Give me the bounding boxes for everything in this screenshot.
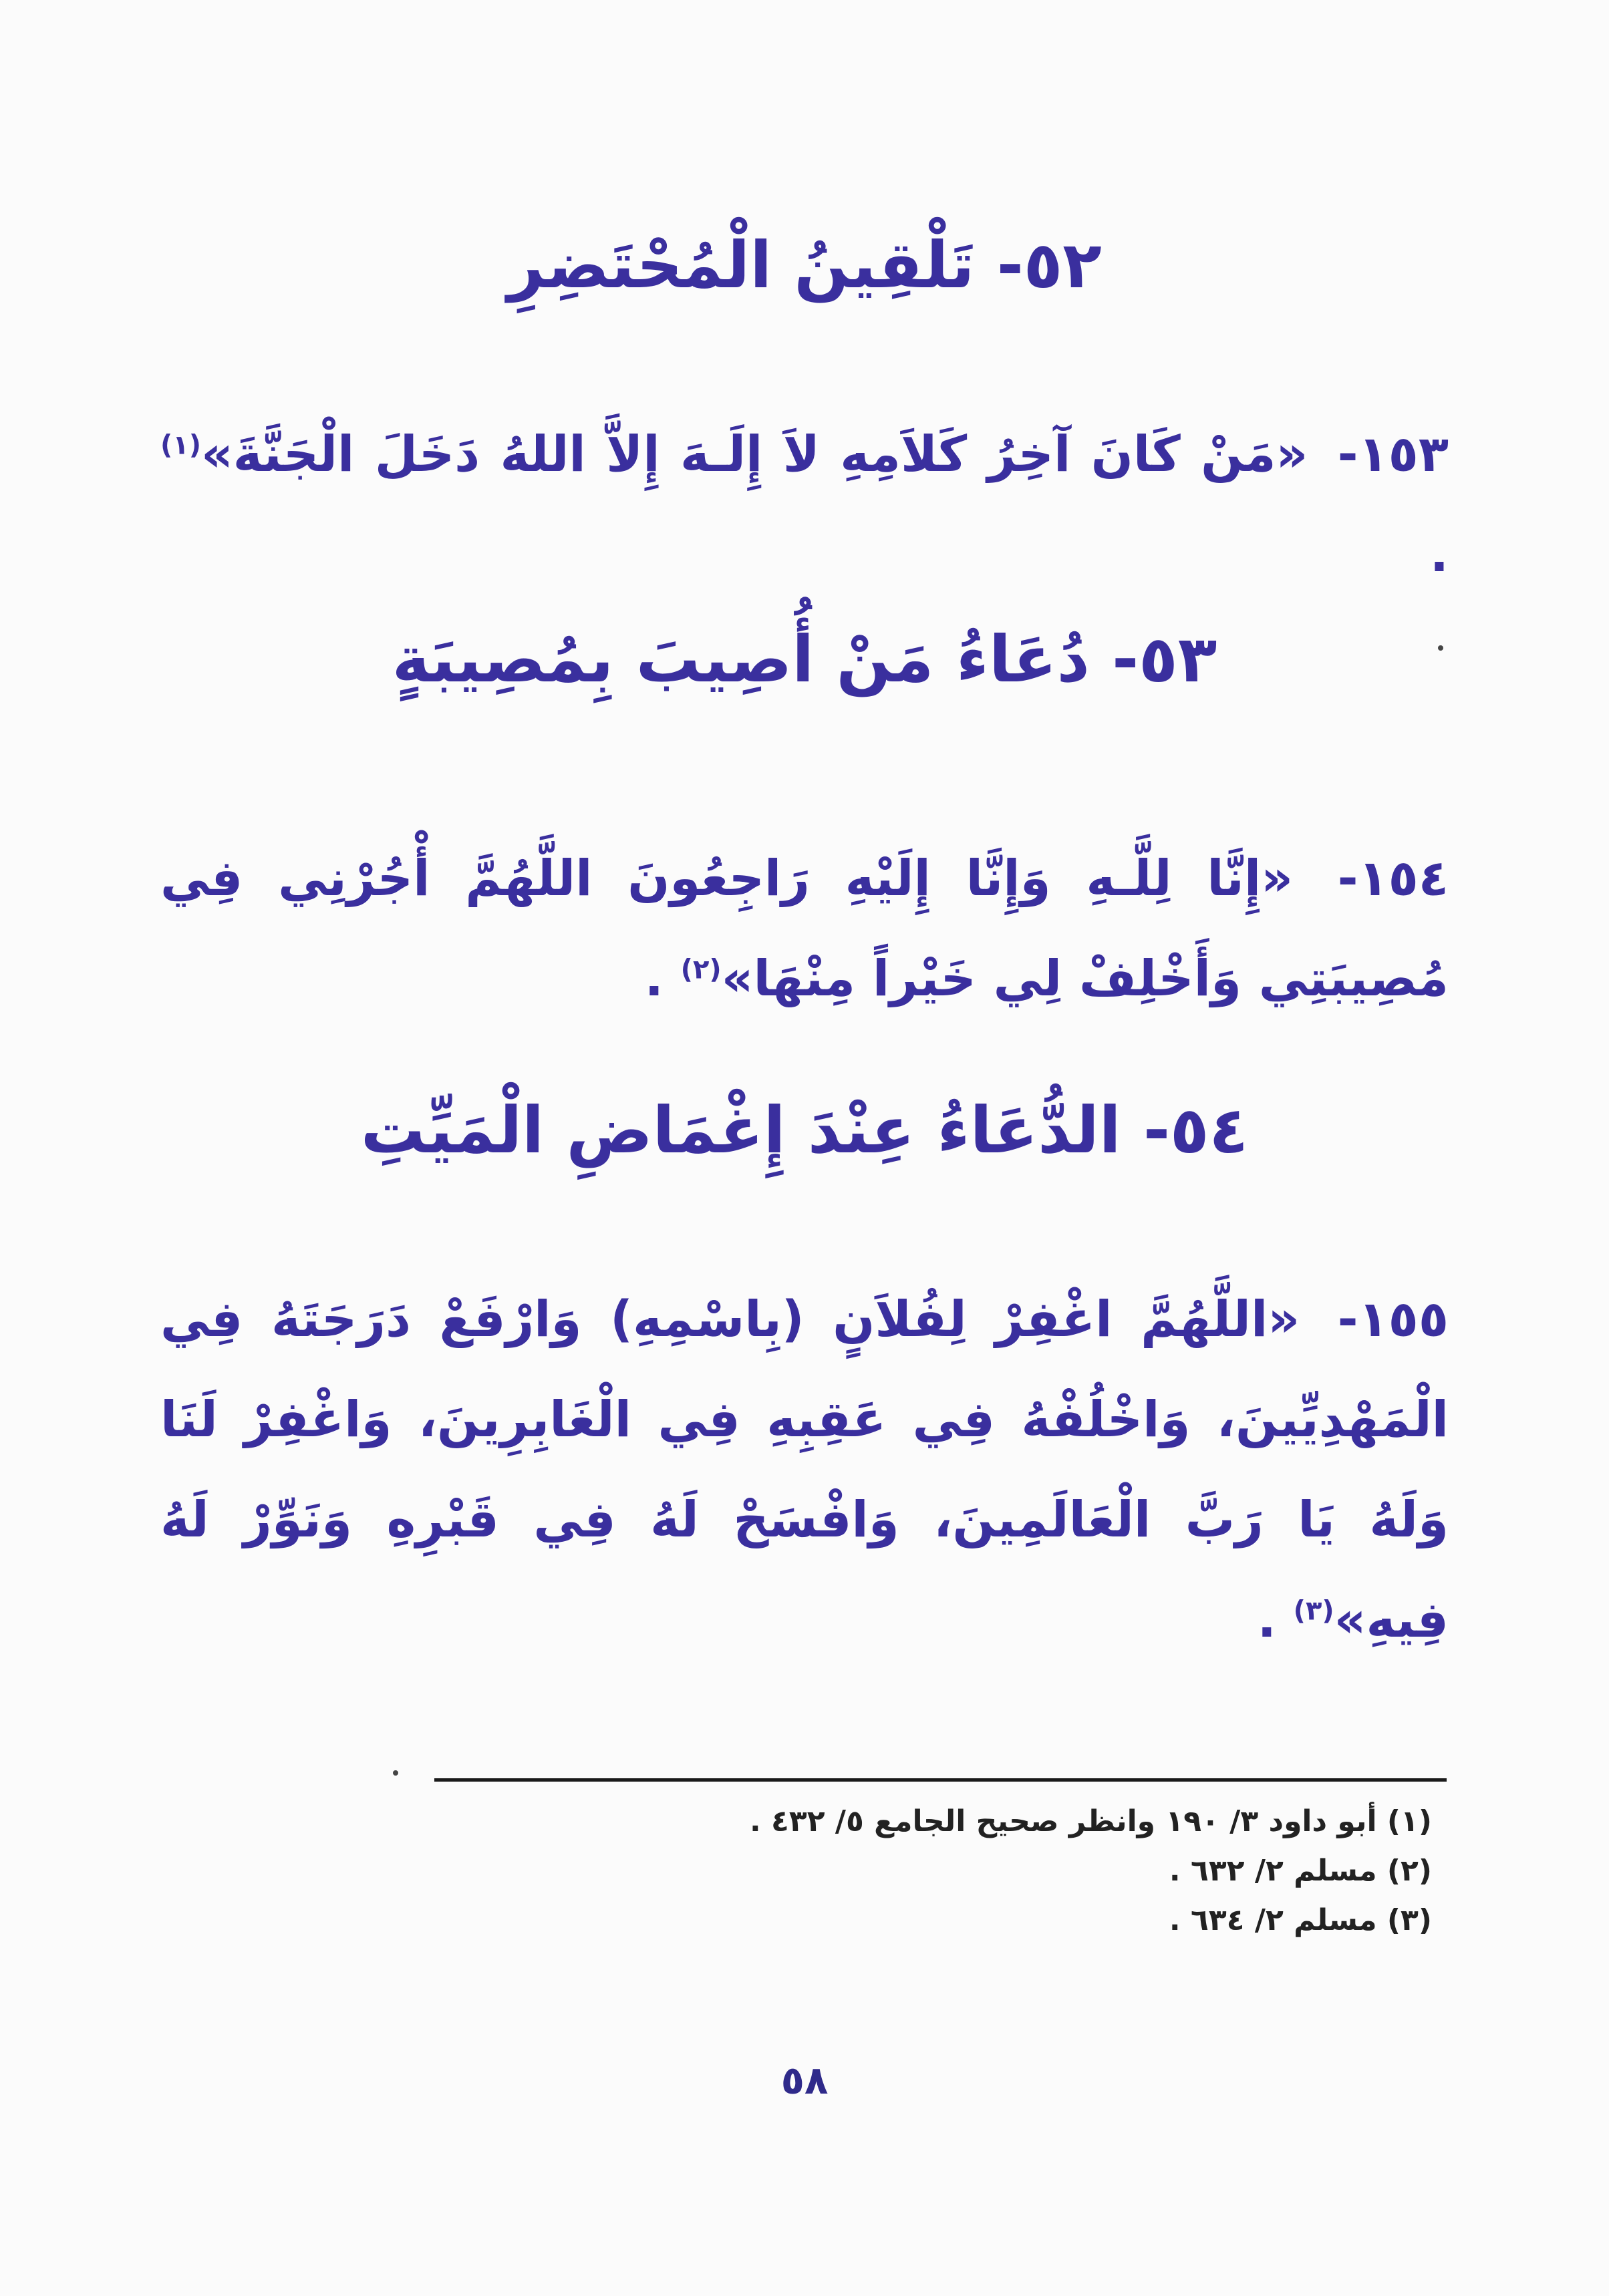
dua-end: .: [1429, 526, 1449, 583]
scan-speck: [393, 1770, 398, 1776]
dua-154: [160, 828, 1449, 1029]
dua-153: [160, 404, 1449, 605]
footnote-1: (١) أبو داود ٣/ ١٩٠ وانظر صحيح الجامع ٥/ ٤٣٢ .: [749, 1804, 1432, 1838]
dua-end: .: [1257, 1591, 1294, 1649]
footnotes: [430, 1797, 1432, 1945]
footnote-2: (٢) مسلم ٢/ ٦٣٢ .: [1169, 1854, 1432, 1888]
footnote-3: (٣) مسلم ٢/ ٦٣٤ .: [1169, 1903, 1432, 1937]
section-heading-52: ٥٢- تَلْقِينُ الْمُحْتَضِرِ: [507, 228, 1102, 303]
dua-155: [160, 1269, 1449, 1670]
footnote-ref: (١): [160, 430, 201, 461]
footnote-ref: (٣): [1293, 1595, 1334, 1627]
dua-text: «إِنَّا لِلَّـهِ وَإِنَّا إِلَيْهِ رَاجِعُونَ اللَّهُمَّ أْجُرْنِي فِي مُصِيبَتِي وَأَخْلِفْ لِي خَيْراً مِنْهَا»: [160, 850, 1449, 1007]
footnote-separator: [434, 1778, 1447, 1782]
page-number: ٥٨: [780, 2058, 829, 2103]
footnote-ref: (٢): [680, 954, 722, 985]
dua-number: ١٥٥-: [1337, 1291, 1449, 1348]
section-heading-54: ٥٤- الدُّعَاءُ عِنْدَ إِغْمَاضِ الْمَيِّتِ: [360, 1093, 1249, 1168]
dua-text: «مَنْ كَانَ آخِرُ كَلاَمِهِ لاَ إِلَـهَ إِلاَّ اللهُ دَخَلَ الْجَنَّةَ»: [200, 426, 1308, 483]
dua-end: .: [644, 950, 681, 1007]
dua-number: ١٥٤-: [1337, 850, 1449, 907]
section-heading-53: ٥٣- دُعَاءُ مَنْ أُصِيبَ بِمُصِيبَةٍ: [392, 622, 1217, 697]
dua-text: «اللَّهُمَّ اغْفِرْ لِفُلاَنٍ (بِاسْمِهِ) وَارْفَعْ دَرَجَتَهُ فِي الْمَهْدِيِّينَ، وَاخْلُفْهُ فِي عَقِبِهِ فِي الْغَابِرِينَ، وَاغْفِرْ لَنَا وَلَهُ يَا رَبَّ الْعَالَمِينَ، وَافْسَحْ لَهُ فِي قَبْرِهِ وَنَوِّرْ لَهُ فِيهِ»: [160, 1291, 1449, 1649]
dua-number: ١٥٣-: [1337, 426, 1449, 483]
